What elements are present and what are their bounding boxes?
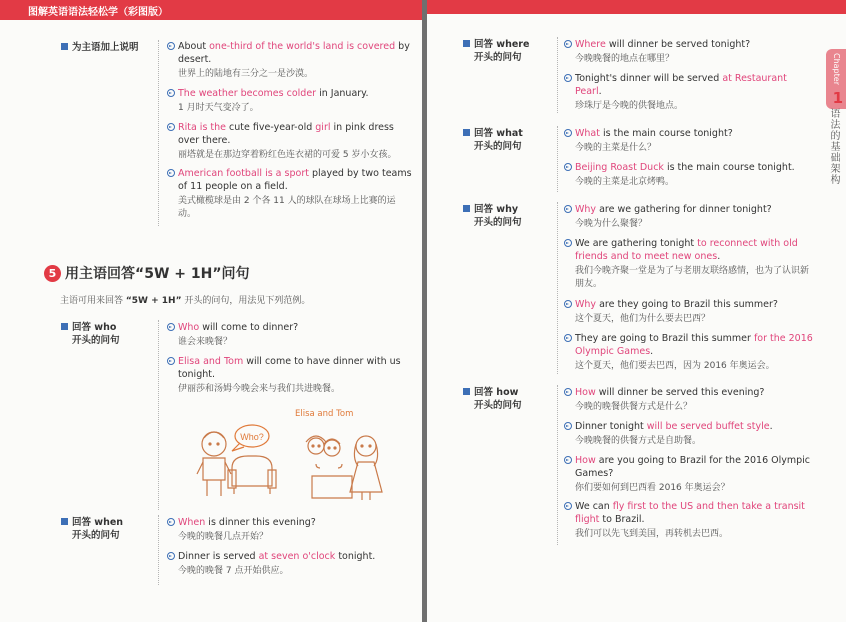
- example-item: How are you going to Brazil for the 2016 Olympic Games? 你们要如何到巴西看 2016 年奥运会？: [564, 454, 814, 495]
- person-figure-icon: [197, 432, 231, 496]
- example-item: They are going to Brazil this summer for the 2016 Olympic Games. 这个夏天，他们要去巴西，因为 2016 年奥运会。: [564, 332, 814, 373]
- example-item: Dinner is served at seven o'clock tonight. 今晚的晚餐 7 点开始供应。: [167, 550, 412, 578]
- circle-arrow-bullet-icon: [167, 552, 175, 560]
- example-item: Rita is the cute five-year-old girl in pink dress over there. 丽塔就是在那边穿着粉红色连衣裙的可爱 5 岁小女孩。: [167, 121, 412, 162]
- table-icon: [312, 464, 352, 498]
- example-item: Where will dinner be served tonight? 今晚晚餐的地点在哪里？: [564, 38, 814, 66]
- example-item: Beijing Roast Duck is the main course tonight. 今晚的主菜是北京烤鸭。: [564, 161, 814, 189]
- square-bullet-icon: [61, 43, 68, 50]
- right-page: [427, 0, 846, 622]
- person-figure-icon: [350, 436, 382, 500]
- section-label-describe-subject: 为主语加上说明: [61, 41, 139, 54]
- section-number-badge: 5: [44, 265, 61, 282]
- example-item: The weather becomes colder in January. 1 月时天气变冷了。: [167, 87, 412, 115]
- square-bullet-icon: [463, 40, 470, 47]
- example-item: When is dinner this evening? 今晚的晚餐几点开始？: [167, 516, 412, 544]
- square-bullet-icon: [463, 129, 470, 136]
- circle-arrow-bullet-icon: [167, 169, 175, 177]
- example-item: How will dinner be served this evening? 今晚的晚餐供餐方式是什么？: [564, 386, 814, 414]
- square-bullet-icon: [61, 323, 68, 330]
- example-item: What is the main course tonight? 今晚的主菜是什么？: [564, 127, 814, 155]
- circle-arrow-bullet-icon: [167, 89, 175, 97]
- circle-arrow-bullet-icon: [564, 74, 572, 82]
- divider-line: [557, 37, 558, 113]
- circle-arrow-bullet-icon: [564, 205, 572, 213]
- circle-arrow-bullet-icon: [167, 357, 175, 365]
- square-bullet-icon: [463, 205, 470, 212]
- example-item: We are gathering tonight to reconnect with old friends and to meet new ones. 我们今晚齐聚一堂是为了与老朋友联络感情，也为了认识新朋友。: [564, 237, 814, 290]
- section-label-what: 回答 what 开头的问句: [463, 127, 523, 153]
- section-label-why: 回答 why 开头的问句: [463, 203, 522, 229]
- example-item: About one-third of the world's land is covered by desert. 世界上的陆地有三分之一是沙漠。: [167, 40, 412, 81]
- couple-figures-icon: [306, 436, 340, 456]
- circle-arrow-bullet-icon: [564, 456, 572, 464]
- divider-line: [557, 126, 558, 192]
- example-item: Tonight's dinner will be served at Restaurant Pearl. 珍珠厅是今晚的供餐地点。: [564, 72, 814, 113]
- circle-arrow-bullet-icon: [564, 300, 572, 308]
- example-item: American football is a sport played by two teams of 11 people on a field. 美式橄榄球是由 2 个各 11 人的球队在球场上比赛的运动。: [167, 167, 412, 220]
- circle-arrow-bullet-icon: [167, 323, 175, 331]
- circle-arrow-bullet-icon: [564, 40, 572, 48]
- circle-arrow-bullet-icon: [167, 518, 175, 526]
- left-page: [0, 0, 422, 622]
- example-item: Elisa and Tom will come to have dinner with us tonight. 伊丽莎和汤姆今晚会来与我们共进晚餐。: [167, 355, 412, 396]
- divider-line: [158, 320, 159, 510]
- circle-arrow-bullet-icon: [564, 502, 572, 510]
- chapter-number: 1: [832, 89, 843, 107]
- armchair-icon: [228, 456, 276, 494]
- example-item: Why are they going to Brazil this summer? 这个夏天，他们为什么要去巴西？: [564, 298, 814, 326]
- chapter-tab: Chapter: [826, 49, 846, 109]
- circle-arrow-bullet-icon: [564, 129, 572, 137]
- example-item: Why are we gathering for dinner tonight? 今晚为什么聚餐？: [564, 203, 814, 231]
- page-header-bar: [0, 0, 422, 20]
- section-label-where: 回答 where 开头的问句: [463, 38, 529, 64]
- divider-line: [557, 385, 558, 545]
- section-label-who: 回答 who 开头的问句: [61, 321, 120, 347]
- circle-arrow-bullet-icon: [167, 123, 175, 131]
- circle-arrow-bullet-icon: [167, 42, 175, 50]
- illustration-caption: Elisa and Tom: [295, 409, 354, 419]
- circle-arrow-bullet-icon: [564, 163, 572, 171]
- example-item: Dinner tonight will be served buffet style. 今晚晚餐的供餐方式是自助餐。: [564, 420, 814, 448]
- divider-line: [557, 202, 558, 374]
- dinner-illustration: [190, 418, 390, 502]
- circle-arrow-bullet-icon: [564, 422, 572, 430]
- divider-line: [158, 40, 159, 226]
- section-heading: 5 用主语回答“5W + 1H”问句: [44, 263, 250, 283]
- section-label-when: 回答 when 开头的问句: [61, 516, 123, 542]
- example-item: Who will come to dinner? 谁会来晚餐？: [167, 321, 412, 349]
- divider-line: [158, 515, 159, 585]
- circle-arrow-bullet-icon: [564, 239, 572, 247]
- circle-arrow-bullet-icon: [564, 334, 572, 342]
- section-label-how: 回答 how 开头的问句: [463, 386, 522, 412]
- section-intro: 主语可用来回答 “5W + 1H” 开头的问句，用法见下列范例。: [60, 296, 311, 306]
- book-title: 图解英语语法轻松学（彩图版）: [28, 7, 168, 18]
- chapter-side-title: 语法的基础架构: [828, 108, 839, 185]
- square-bullet-icon: [61, 518, 68, 525]
- example-item: We can fly first to the US and then take a transit flight to Brazil. 我们可以先飞到美国，再转机去巴西。: [564, 500, 814, 541]
- circle-arrow-bullet-icon: [564, 388, 572, 396]
- speech-bubble-text: Who?: [240, 432, 264, 442]
- page-header-bar: [427, 0, 846, 14]
- square-bullet-icon: [463, 388, 470, 395]
